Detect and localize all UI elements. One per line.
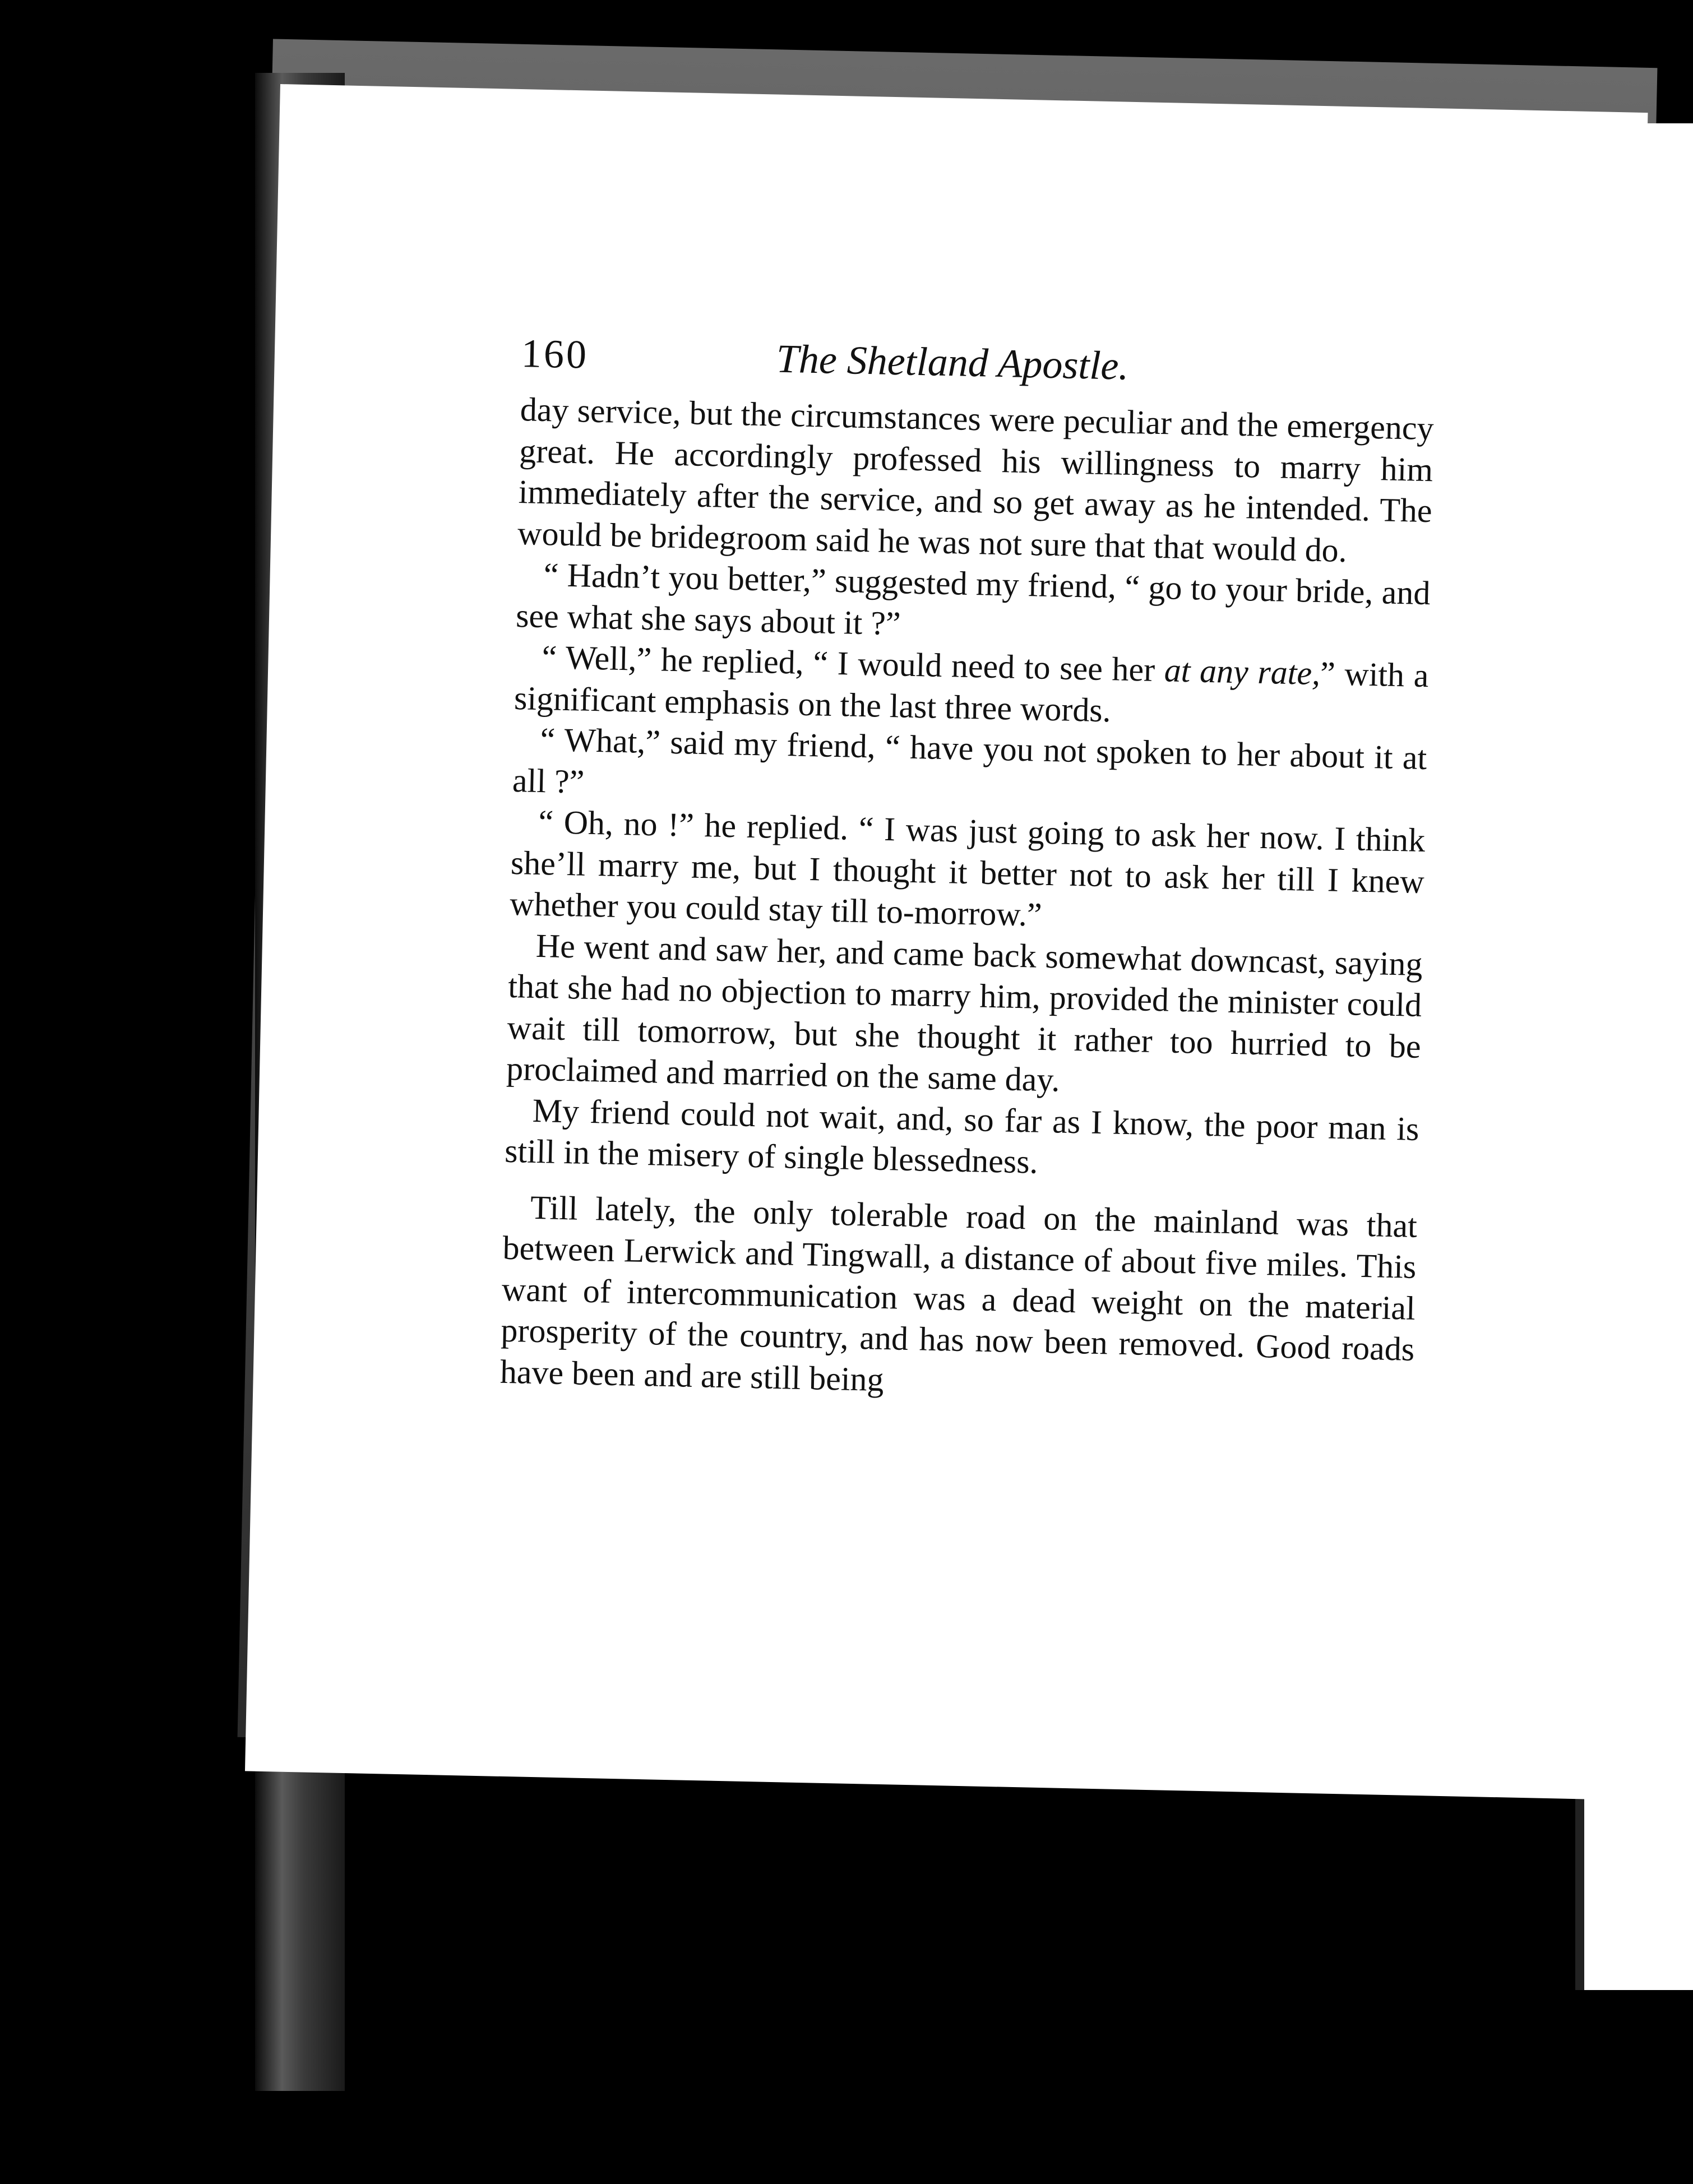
page-number: 160 — [521, 331, 589, 377]
paragraph-3-tail: ” with a significant emphasis on the last three words. — [514, 655, 1430, 729]
paragraph-1: day service, but the circumstances were peculiar and the emergency great. He accordingly professed his willingness to marry him immediately after the service, and so get away as he intended. The would be bridegroom said he was not sure that that would do. — [517, 391, 1435, 569]
book-page — [245, 84, 1648, 1799]
paragraph-5: “ Oh, no !” he replied. “ I was just going to ask her now. I think she’ll marry me, but I thought it better not to ask her till I knew whether you could stay till to-morrow.” — [509, 803, 1426, 933]
emphasis-phrase: at any rate, — [1164, 651, 1321, 692]
paragraph-6: He went and saw her, and came back somewhat downcast, saying that she had no objection to marry him, provided the minister could wait till tomorrow, but she thought it rather too hurried to be proclaimed and married on the same day. — [506, 927, 1423, 1099]
running-title: The Shetland Apostle. — [776, 336, 1130, 388]
paragraph-7: My friend could not wait, and, so far as I know, the poor man is still in the misery of single blessedness. — [504, 1091, 1420, 1181]
paragraph-2: “ Hadn’t you better,” suggested my friend, “ go to your bride, and see what she says about it ?” — [515, 556, 1431, 642]
body-text — [499, 389, 1434, 1412]
paragraph-3-lead: “ Well,” he replied, “ I would need to see her — [542, 638, 1165, 689]
paragraph-8: Till lately, the only tolerable road on the mainland was that between Lerwick and Tingwall, a distance of about five miles. This want of intercommunication was a dead weight on the material prosperity of the country, and has now been removed. Good roads have been and are still being — [499, 1188, 1418, 1398]
paragraph-4: “ What,” said my friend, “ have you not spoken to her about it at all ?” — [512, 720, 1427, 801]
